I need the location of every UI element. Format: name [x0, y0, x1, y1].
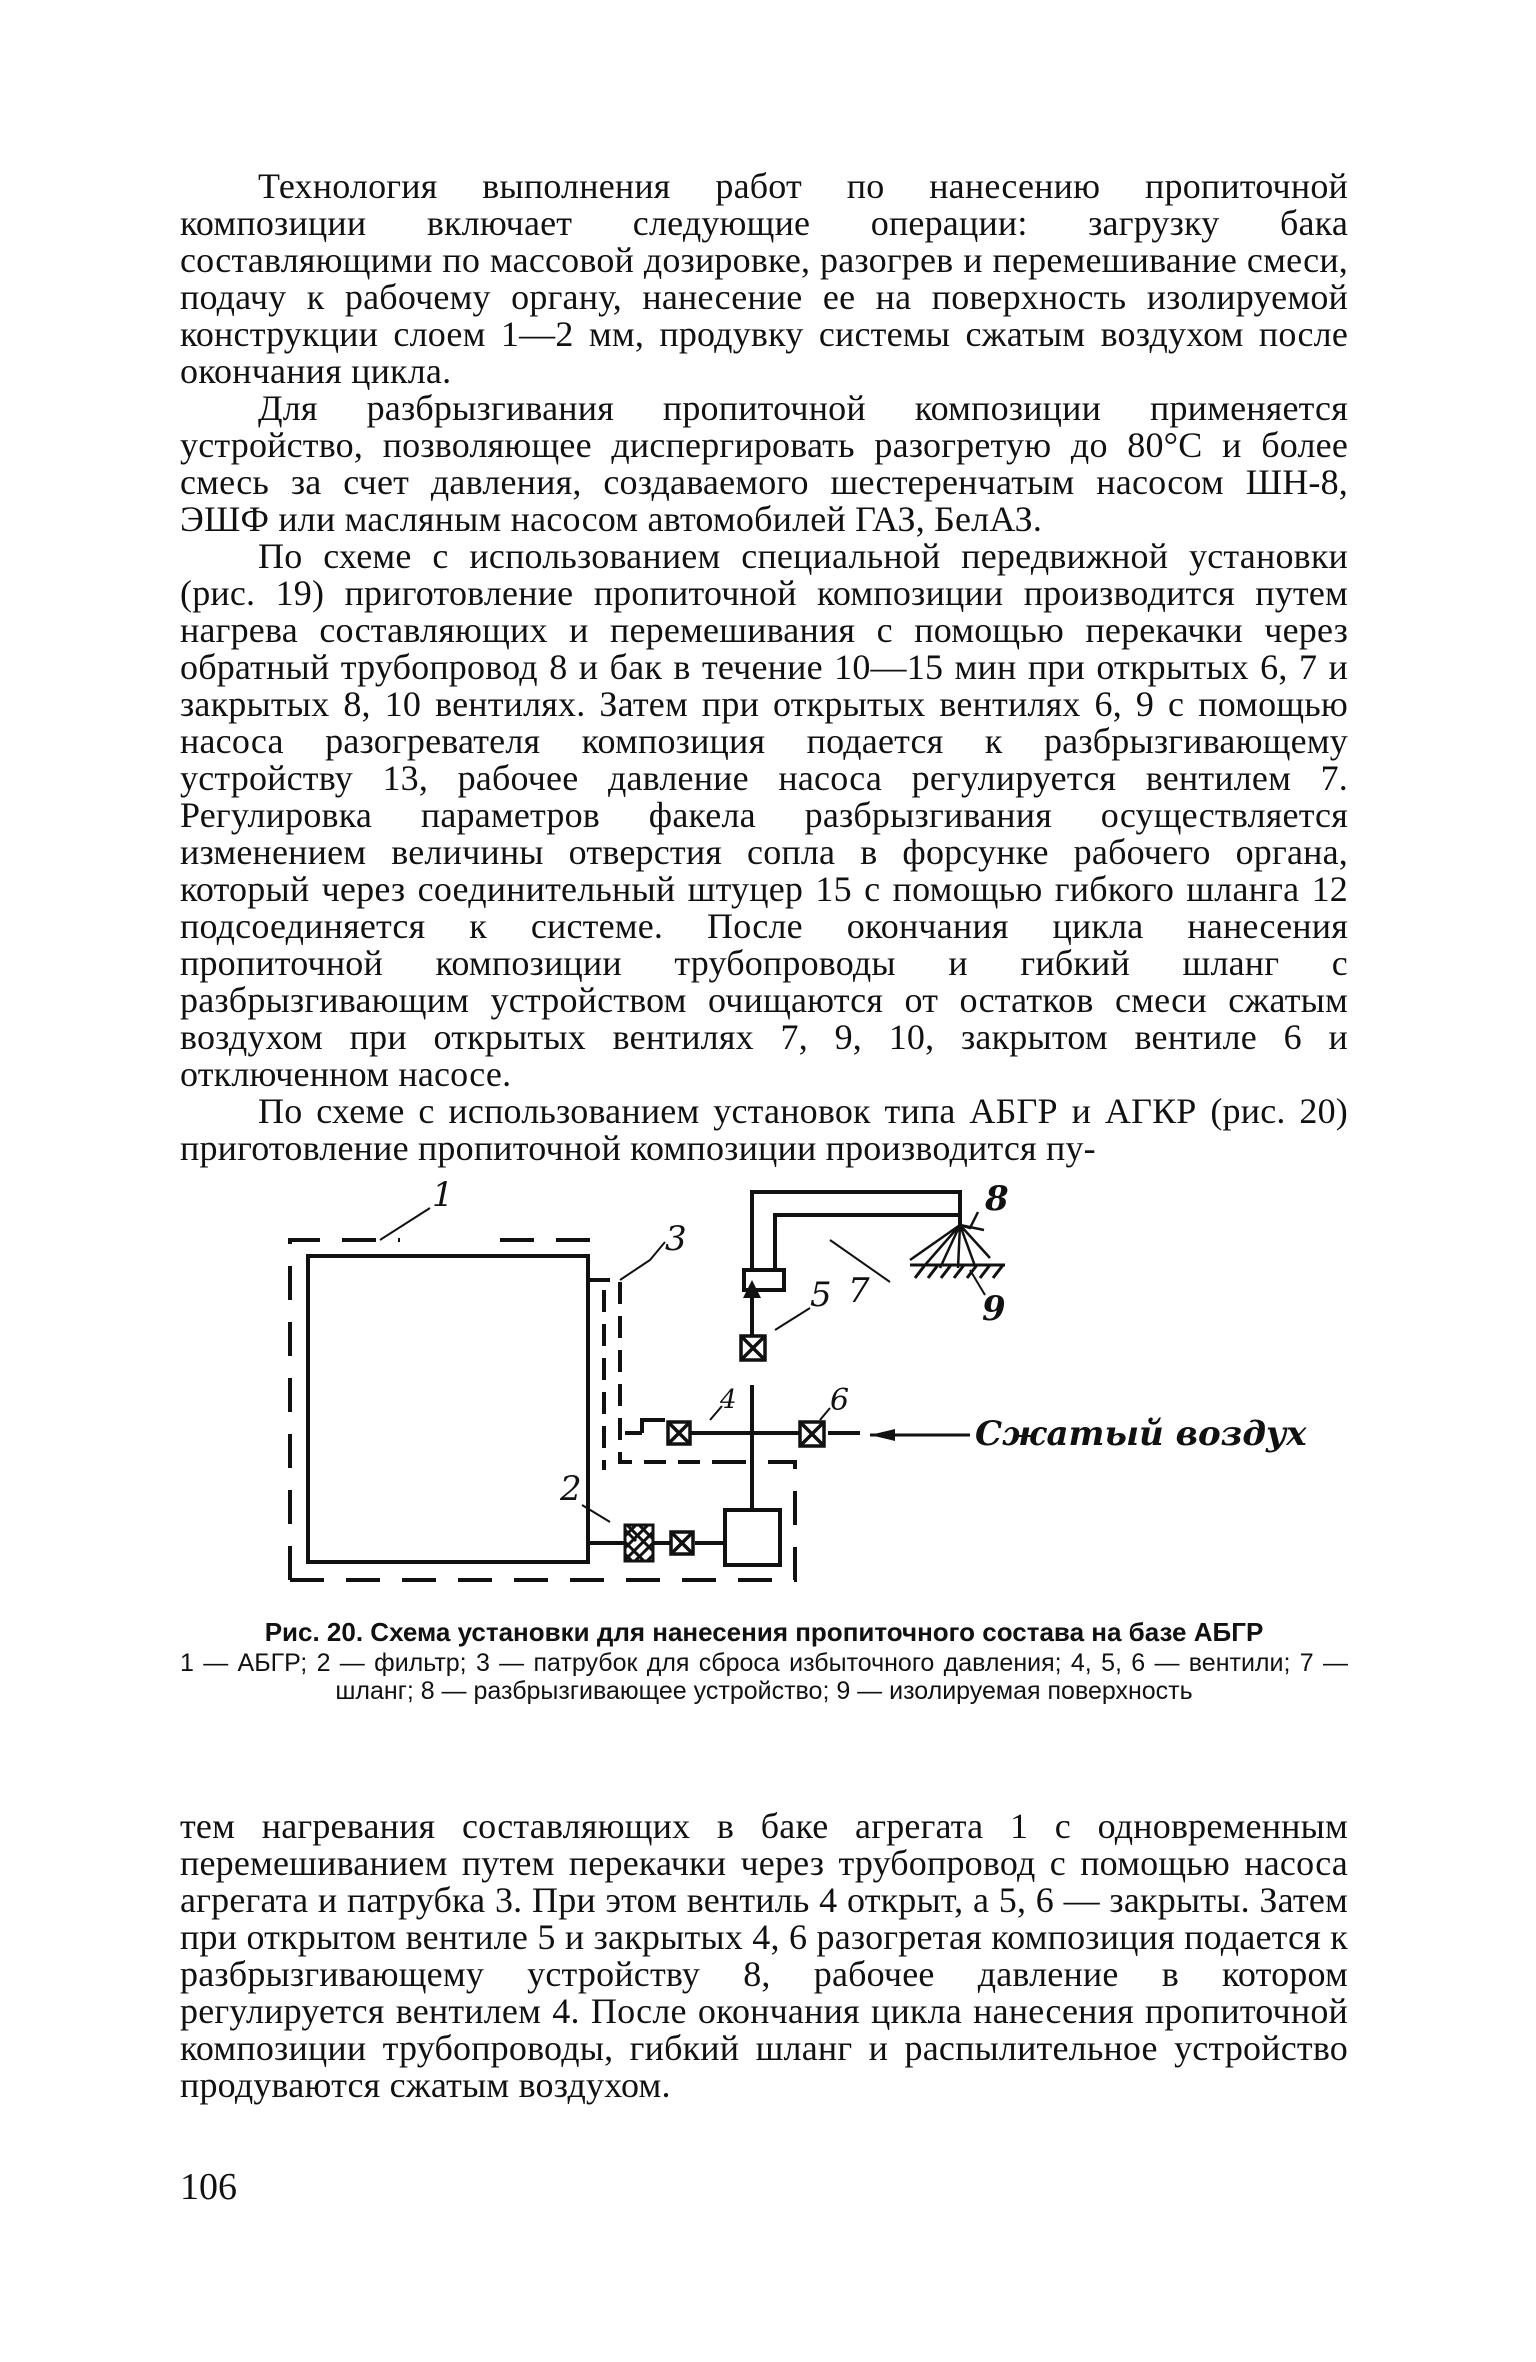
- paragraph: тем нагревания составляющих в баке агрегата 1 с одновременным перемешиванием путем перекачки через трубопровод с помощью насоса агрегата и патрубка 3. При этом вентиль 4 открыт, а 5, 6 — закрыты. Затем при открытом вентиле 5 и закрытых 4, 6 разогретая композиция подается к разбрызгивающему устройству 8, рабочее давление в котором регулируется вентилем 4. После окончания цикла нанесения пропиточной композиции трубопроводы, гибкий шланг и распылительное устройство продуваются сжатым воздухом.: [180, 1806, 1348, 2105]
- valve-4: [668, 1422, 690, 1444]
- tank-abgr: [308, 1256, 588, 1562]
- pump: [725, 1510, 780, 1565]
- figure-caption: [180, 1615, 1348, 1705]
- paragraph: Для разбрызгивания пропиточной композиции применяется устройство, позволяющее диспергировать разогретую до 80°С и более смесь за счет давления, создаваемого шестеренчатым насосом ШН-8, ЭШФ или масляным насосом автомобилей ГАЗ, БелАЗ.: [180, 388, 1348, 539]
- label-5: 5: [810, 1275, 832, 1315]
- valve-near-pump: [671, 1532, 693, 1554]
- air-label: Сжатый воздух: [975, 1414, 1307, 1454]
- label-4: 4: [720, 1385, 737, 1415]
- paragraph: Технология выполнения работ по нанесению пропиточной композиции включает следующие операции: загрузку бака составляющими по массовой дозировке, разогрев и перемешивание смеси, подачу к рабочему органу, нанесение ее на поверхность изолируемой конструкции слоем 1—2 мм, продувку системы сжатым воздухом после окончания цикла.: [180, 166, 1348, 391]
- body-text-bottom: [180, 1808, 1348, 2104]
- unit-contour-dashed: [290, 1240, 610, 1580]
- label-8: 8: [985, 1179, 1009, 1219]
- spray-device: [910, 1212, 990, 1268]
- caption-legend: 1 — АБГР; 2 — фильтр; 3 — патрубок для сброса избыточного давления; 4, 5, 6 — вентили; 7 — шланг; 8 — разбрызгивающее устройство; 9 — изолируемая поверхность: [180, 1649, 1348, 1705]
- valve-5: [741, 1336, 765, 1360]
- body-text-top: [180, 168, 1348, 1167]
- paragraph: По схеме с использованием установок типа АБГР и АГКР (рис. 20) приготовление пропиточной композиции производится пу-: [180, 1091, 1348, 1168]
- label-9: 9: [982, 1289, 1006, 1329]
- valve-6: [800, 1422, 824, 1446]
- label-7: 7: [848, 1271, 870, 1311]
- page-number: 106: [180, 2166, 237, 2208]
- figure-20-diagram: [270, 1170, 1307, 1610]
- paragraph: По схеме с использованием специальной передвижной установки (рис. 19) приготовление пропиточной композиции производится путем нагрева составляющих и перемешивания с помощью перекачки через обратный трубопровод 8 и бак в течение 10—15 мин при открытых 6, 7 и закрытых 8, 10 вентилях. Затем при открытых вентилях 6, 9 с помощью насоса разогревателя композиция подается к разбрызгивающему устройству 13, рабочее давление насоса регулируется вентилем 7. Регулировка параметров факела разбрызгивания осуществляется изменением величины отверстия сопла в форсунке рабочего органа, который через соединительный штуцер 15 с помощью гибкого шланга 12 подсоединяется к системе. После окончания цикла нанесения пропиточной композиции трубопроводы и гибкий шланг с разбрызгивающим устройством очищаются от остатков смеси сжатым воздухом при открытых вентилях 7, 9, 10, закрытом вентиле 6 и отключенном насосе.: [180, 536, 1348, 1094]
- label-6: 6: [830, 1383, 850, 1418]
- caption-title: Рис. 20. Схема установки для нанесения пропиточного состава на базе АБГР: [264, 1617, 1264, 1647]
- filter: [625, 1525, 653, 1561]
- label-3: 3: [665, 1219, 687, 1259]
- label-1: 1: [432, 1175, 454, 1215]
- label-2: 2: [560, 1469, 582, 1509]
